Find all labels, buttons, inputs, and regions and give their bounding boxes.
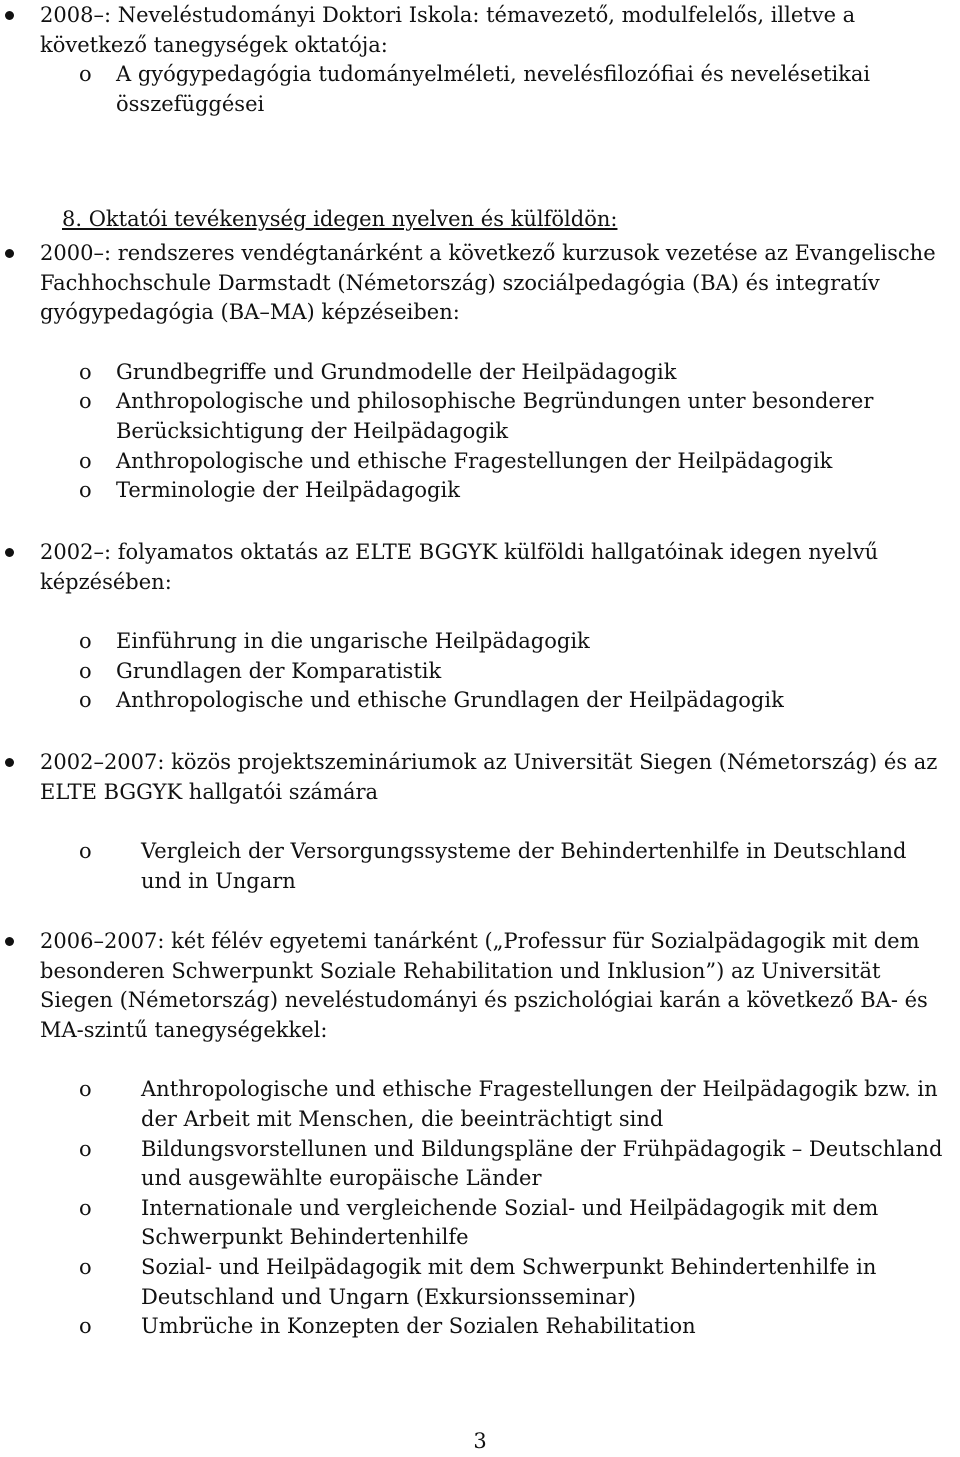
list-item: o Umbrüche in Konzepten der Sozialen Rehabilitation xyxy=(79,1312,960,1342)
sub-bullet-marker: o xyxy=(79,688,92,713)
list-item: o Internationale und vergleichende Sozial- und Heilpädagogik mit dem Schwerpunkt Behindertenhilfe xyxy=(79,1195,879,1250)
list-item: o Vergleich der Versorgungssysteme der Behindertenhilfe in Deutschland und in Ungarn xyxy=(79,839,907,893)
list-item: o Anthropologische und philosophische Begründungen unter besonderer Berücksichtigung der Heilpädagogik xyxy=(79,389,874,443)
sub-bullet-marker: o xyxy=(79,448,92,473)
entry-2002-foreign-text: 2002–: folyamatos oktatás az ELTE BGGYK külföldi hallgatóinak idegen nyelvű képzésében: xyxy=(0,538,960,597)
sub-bullet-marker: o xyxy=(79,359,92,384)
list-item: o Einführung in die ungarische Heilpädagogik xyxy=(79,627,960,657)
sub-bullet-marker: o xyxy=(79,62,92,87)
entry-2006-text: 2006–2007: két félév egyetemi tanárként („Professur für Sozialpädagogik mit dem besonderen Schwerpunkt Soziale Rehabilitation und Inklusion”) az Universität Siegen (Németország) neveléstudományi és pszichológiai karán a következő BA- és MA-szintű tanegységekkel: xyxy=(0,927,960,1045)
entry-2008-text: 2008–: Neveléstudományi Doktori Iskola: témavezető, modulfelelős, illetve a következő tanegységek oktatója: xyxy=(0,1,960,60)
page-number: 3 xyxy=(473,1429,487,1453)
list-item: o Bildungsvorstellunen und Bildungspläne der Frühpädagogik – Deutschland und ausgewählte europäische Länder xyxy=(79,1136,943,1191)
list-item: o Anthropologische und ethische Grundlagen der Heilpädagogik xyxy=(79,686,960,716)
section-heading: 8. Oktatói tevékenység idegen nyelven és külföldön: xyxy=(62,207,618,231)
entry-2002-foreign-items xyxy=(79,627,960,716)
sub-bullet-marker: o xyxy=(79,629,92,654)
entry-2002-siegen-items xyxy=(79,837,960,896)
entry-2000 xyxy=(0,239,960,506)
list-item: o Grundlagen der Komparatistik xyxy=(79,657,960,687)
sub-bullet-marker: o xyxy=(79,1314,92,1339)
entry-2002-foreign xyxy=(0,538,960,716)
entry-2006-items xyxy=(79,1075,960,1341)
list-item: o A gyógypedagógia tudományelméleti, nevelésfilozófiai és nevelésetikai összefüggései xyxy=(79,62,871,116)
list-item: o Sozial- und Heilpädagogik mit dem Schwerpunkt Behindertenhilfe in Deutschland und Ungarn (Exkursionsseminar) xyxy=(79,1254,877,1309)
entry-2008 xyxy=(0,1,960,119)
sub-bullet-marker: o xyxy=(79,478,92,503)
entry-2002-siegen xyxy=(0,748,960,896)
entry-2006 xyxy=(0,927,960,1342)
list-item: o Anthropologische und ethische Fragestellungen der Heilpädagogik bzw. in der Arbeit mit Menschen, die beeinträchtigt sind xyxy=(79,1077,938,1131)
list-item: o Terminologie der Heilpädagogik xyxy=(79,476,960,506)
sub-bullet-marker: o xyxy=(79,1136,92,1161)
entry-2000-items xyxy=(79,358,960,506)
entry-2002-siegen-text: 2002–2007: közös projektszemináriumok az Universität Siegen (Németország) és az ELTE BGGYK hallgatói számára xyxy=(0,748,960,807)
list-item: o Anthropologische und ethische Fragestellungen der Heilpädagogik xyxy=(79,447,960,477)
entry-2008-items xyxy=(79,60,960,119)
entry-2000-text: 2000–: rendszeres vendégtanárként a következő kurzusok vezetése az Evangelische Fachhochschule Darmstadt (Németország) szociálpedagógia (BA) és integratív gyógypedagógia (BA–MA) képzéseiben: xyxy=(0,239,960,328)
sub-bullet-marker: o xyxy=(79,1254,92,1279)
sub-bullet-marker: o xyxy=(79,1195,92,1220)
sub-bullet-marker: o xyxy=(79,839,92,864)
sub-bullet-marker: o xyxy=(79,1077,92,1102)
list-item: o Grundbegriffe und Grundmodelle der Heilpädagogik xyxy=(79,358,960,388)
sub-bullet-marker: o xyxy=(79,389,92,414)
sub-bullet-marker: o xyxy=(79,658,92,683)
